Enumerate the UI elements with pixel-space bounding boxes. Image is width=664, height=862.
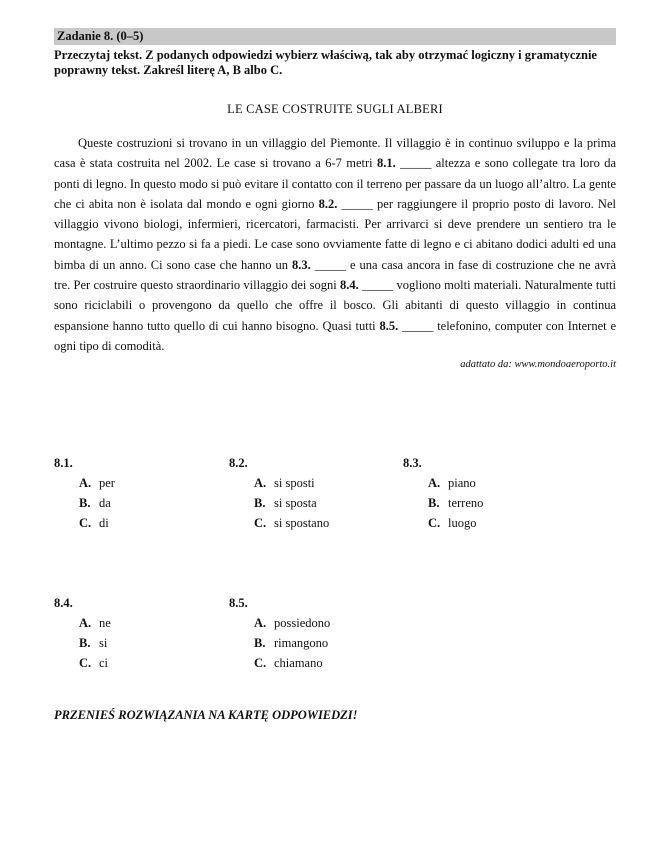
option-8-2-a[interactable] — [229, 473, 329, 493]
option-text: terreno — [448, 496, 484, 510]
option-text: ci — [99, 656, 109, 670]
passage-title: LE CASE COSTRUITE SUGLI ALBERI — [227, 102, 443, 116]
option-8-2-b[interactable] — [229, 493, 329, 513]
question-8-3 — [403, 453, 483, 533]
option-8-4-a[interactable] — [54, 613, 111, 633]
option-letter: A. — [254, 616, 267, 630]
option-text: rimangono — [274, 636, 329, 650]
option-8-4-c[interactable] — [54, 653, 111, 673]
option-text: si sposti — [274, 476, 315, 490]
question-number: 8.3. — [403, 456, 422, 470]
option-8-5-b[interactable] — [229, 633, 330, 653]
option-text: per — [99, 476, 115, 490]
gap-number-8-5: 8.5. — [379, 318, 399, 333]
option-8-1-c[interactable] — [54, 513, 115, 533]
option-letter: C. — [79, 656, 92, 670]
question-number: 8.5. — [229, 596, 248, 610]
option-8-5-c[interactable] — [229, 653, 330, 673]
option-letter: B. — [254, 636, 266, 650]
question-8-1 — [54, 453, 115, 533]
task-instruction: Przeczytaj tekst. Z podanych odpowiedzi wybierz właściwą, tak aby otrzymać logiczny i gramatycznie poprawny tekst. Zakreśl literę A, B albo C. — [54, 48, 597, 77]
question-number: 8.1. — [54, 456, 73, 470]
option-text: di — [99, 516, 109, 530]
passage-paragraph — [54, 133, 616, 356]
option-letter: C. — [428, 516, 441, 530]
option-letter: A. — [79, 476, 92, 490]
option-letter: C. — [254, 516, 267, 530]
option-letter: C. — [254, 656, 267, 670]
option-8-1-a[interactable] — [54, 473, 115, 493]
question-8-4 — [54, 593, 111, 673]
option-letter: A. — [428, 476, 441, 490]
option-8-2-c[interactable] — [229, 513, 329, 533]
option-8-3-c[interactable] — [403, 513, 483, 533]
option-text: si sposta — [274, 496, 317, 510]
gap-blank-8-3: _____ — [314, 257, 346, 272]
option-letter: B. — [254, 496, 266, 510]
gap-blank-8-2: _____ — [341, 196, 373, 211]
option-8-3-a[interactable] — [403, 473, 483, 493]
option-8-3-b[interactable] — [403, 493, 483, 513]
gap-number-8-2: 8.2. — [318, 196, 338, 211]
option-8-1-b[interactable] — [54, 493, 115, 513]
reading-passage — [54, 133, 616, 356]
option-letter: A. — [79, 616, 92, 630]
option-letter: A. — [254, 476, 267, 490]
option-text: si — [99, 636, 108, 650]
gap-number-8-3: 8.3. — [292, 257, 311, 272]
question-8-2 — [229, 453, 329, 533]
option-8-5-a[interactable] — [229, 613, 330, 633]
option-text: si spostano — [274, 516, 330, 530]
option-text: possiedono — [274, 616, 331, 630]
gap-blank-8-4: _____ — [361, 278, 394, 293]
option-text: ne — [99, 616, 111, 630]
question-8-5 — [229, 593, 330, 673]
option-text: chiamano — [274, 656, 323, 670]
question-number: 8.2. — [229, 456, 248, 470]
gap-blank-8-1: _____ — [400, 156, 432, 171]
gap-blank-8-5: _____ — [402, 318, 434, 333]
gap-number-8-4: 8.4. — [339, 278, 359, 293]
source-citation: adattato da: www.mondoaeroporto.it — [460, 359, 616, 371]
option-text: da — [99, 496, 111, 510]
option-letter: B. — [79, 496, 91, 510]
passage-text: telefonino, computer con Internet e ogni tipo di comodità. — [54, 318, 617, 353]
passage-text: vogliono molti materiali. Naturalmente tutti sono riciclabili o provengono da quello che offre il bosco. Gli abitanti di questo villaggio in continua espansione hanno tutto quello di cui hanno bisogno. Quasi tutti — [54, 278, 616, 333]
passage-text: altezza e sono collegate tra loro da ponti di legno. In questo modo si può evitare il contatto con il terreno per passare da un luogo all’altro. La gente che ci abita non è isolata dal mondo e ogni giorno — [54, 156, 617, 211]
passage-text: Queste costruzioni si trovano in un villaggio del Piemonte. Il villaggio è in continuo sviluppo e la prima casa è stata costruita nel 2002. Le case si trovano a 6-7 metri — [54, 136, 616, 171]
passage-text: per raggiungere il proprio posto di lavoro. Nel villaggio vivono biologi, infermieri, ricercatori, farmacisti. Per arrivarci si deve prendere un sentiero tra le montagne. L’ultimo pezzo si fa a piedi. Le case sono ovviamente fatte di legno e ci abitano dodici adulti ed una bimba di un anno. Ci sono case che hanno un — [54, 196, 616, 272]
gap-number-8-1: 8.1. — [376, 156, 396, 171]
exam-page — [54, 28, 617, 722]
option-letter: C. — [79, 516, 92, 530]
option-letter: B. — [428, 496, 440, 510]
task-header: Zadanie 8. (0–5) — [54, 28, 616, 45]
option-8-4-b[interactable] — [54, 633, 111, 653]
option-letter: B. — [79, 636, 91, 650]
question-number: 8.4. — [54, 596, 73, 610]
footer-instruction: PRZENIEŚ ROZWIĄZANIA NA KARTĘ ODPOWIEDZI! — [54, 708, 358, 722]
option-text: piano — [448, 476, 476, 490]
option-text: luogo — [448, 516, 477, 530]
passage-text: e una casa ancora in fase di costruzione che ne avrà tre. Per costruire questo straordinario villaggio dei sogni — [54, 257, 617, 293]
